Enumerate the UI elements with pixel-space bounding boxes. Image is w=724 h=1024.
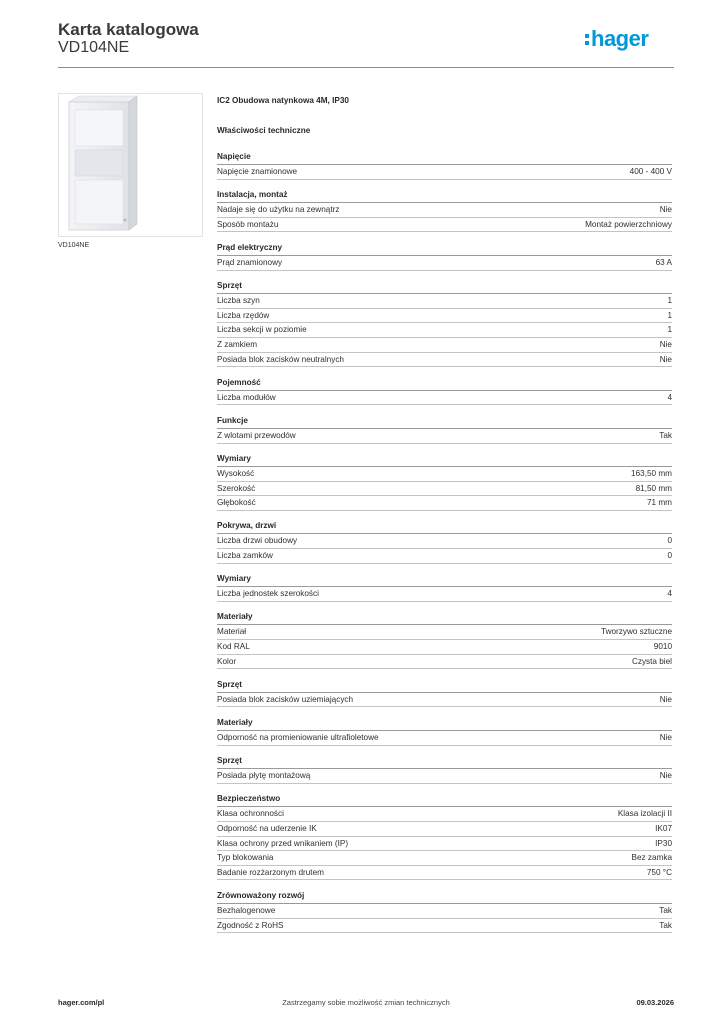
spec-value: 163,50 mm [631,469,672,479]
spec-value: Tak [659,430,672,440]
spec-row [217,625,672,640]
spec-row [217,904,672,919]
spec-row [217,837,672,852]
product-code: VD104NE [58,39,130,56]
spec-section [217,243,672,271]
spec-label: Liczba rzędów [217,310,270,320]
spec-label: Sposób montażu [217,219,279,229]
spec-value: 81,50 mm [635,483,672,493]
spec-row [217,866,672,881]
spec-label: Badanie rozżarzonym drutem [217,867,324,877]
section-title: Materiały [217,612,672,625]
spec-label: Liczba drzwi obudowy [217,536,298,546]
spec-value: Bez zamka [631,853,672,863]
product-image [58,93,203,237]
svg-text:hager: hager [591,26,649,51]
spec-label: Klasa ochronności [217,809,284,819]
spec-row [217,549,672,564]
spec-row [217,338,672,353]
document-title: Karta katalogowa [58,20,199,39]
spec-label: Zgodność z RoHS [217,920,284,930]
spec-sheet [217,96,672,944]
spec-row [217,467,672,482]
spec-row [217,482,672,497]
spec-label: Typ blokowania [217,853,274,863]
spec-value: IP30 [655,838,672,848]
spec-label: Nadaje się do użytku na zewnątrz [217,205,340,215]
spec-label: Bezhalogenowe [217,905,276,915]
spec-row [217,731,672,746]
spec-section [217,190,672,232]
spec-value: 1 [667,325,672,335]
spec-section [217,378,672,406]
spec-section [217,794,672,880]
image-caption: VD104NE [58,242,90,249]
spec-row [217,655,672,670]
spec-section [217,612,672,669]
spec-value: Tak [659,920,672,930]
section-title: Sprzęt [217,680,672,693]
section-title: Pokrywa, drzwi [217,521,672,534]
spec-row [217,640,672,655]
spec-section [217,891,672,933]
spec-label: Z wlotami przewodów [217,430,296,440]
spec-label: Głębokość [217,498,256,508]
spec-value: 71 mm [646,498,672,508]
section-title: Materiały [217,718,672,731]
page-header [58,20,674,68]
spec-value: 0 [667,536,672,546]
spec-value: 0 [667,551,672,561]
spec-section [217,521,672,563]
spec-value: 63 A [655,257,672,267]
footer-date: 09.03.2026 [636,998,674,1007]
spec-section [217,756,672,784]
product-description: IC2 Obudowa natynkowa 4M, IP30 [217,96,349,105]
spec-label: Kolor [217,656,237,666]
section-title: Napięcie [217,152,672,165]
section-title: Funkcje [217,416,672,429]
spec-value: 4 [667,392,672,402]
spec-value: 1 [667,296,672,306]
spec-label: Napięcie znamionowe [217,167,298,176]
spec-row [217,203,672,218]
spec-section [217,281,672,367]
spec-value: Klasa izolacji II [617,809,672,819]
spec-value: 750 °C [646,867,672,877]
spec-label: Liczba jednostek szerokości [217,589,319,599]
spec-row [217,807,672,822]
spec-value: 4 [667,589,672,599]
spec-value: Nie [659,205,672,215]
spec-label: Odporność na uderzenie IK [217,823,317,833]
spec-value: Tak [659,905,672,915]
section-title: Instalacja, montaż [217,190,672,203]
spec-value: Nie [659,339,672,349]
spec-row [217,919,672,934]
spec-section [217,718,672,746]
footer-website: hager.com/pl [58,998,105,1007]
spec-label: Posiada blok zacisków uziemiających [217,694,354,704]
technical-properties-heading: Właściwości techniczne [217,126,311,135]
header-divider [58,67,674,68]
spec-label: Liczba modułów [217,392,276,402]
spec-value: Czysta biel [631,656,672,666]
spec-value: Nie [659,733,672,742]
spec-label: Liczba szyn [217,296,260,306]
spec-row [217,218,672,233]
spec-value: Tworzywo sztuczne [601,627,672,637]
spec-row [217,294,672,309]
spec-value: Nie [659,354,672,364]
spec-row [217,429,672,444]
spec-label: Posiada płytę montażową [217,771,311,781]
spec-value: Montaż powierzchniowy [585,219,672,229]
spec-row [217,851,672,866]
section-title: Prąd elektryczny [217,243,672,256]
spec-row [217,534,672,549]
spec-value: IK07 [655,823,672,833]
section-title: Sprzęt [217,281,672,294]
spec-label: Klasa ochrony przed wnikaniem (IP) [217,838,349,848]
footer-note: Zastrzegamy sobie możliwość zmian technicznych [282,998,450,1007]
spec-value: 1 [667,310,672,320]
spec-label: Z zamkiem [217,339,258,349]
spec-section [217,574,672,602]
spec-label: Odporność na promieniowanie ultrafioletowe [217,733,379,742]
spec-sections [217,152,672,933]
section-title: Bezpieczeństwo [217,794,672,807]
spec-label: Liczba zamków [217,551,273,561]
spec-section [217,416,672,444]
spec-label: Wysokość [217,469,255,479]
section-title: Zrównoważony rozwój [217,891,672,904]
spec-label: Szerokość [217,483,256,493]
spec-row [217,256,672,271]
spec-label: Liczba sekcji w poziomie [217,325,307,335]
section-title: Wymiary [217,454,672,467]
spec-row [217,165,672,180]
section-title: Wymiary [217,574,672,587]
spec-value: 400 - 400 V [629,167,672,176]
spec-row [217,309,672,324]
spec-section [217,152,672,180]
section-title: Sprzęt [217,756,672,769]
spec-value: 9010 [653,642,672,652]
spec-row [217,391,672,406]
section-title: Pojemność [217,378,672,391]
spec-section [217,454,672,511]
spec-label: Materiał [217,627,247,637]
spec-row [217,822,672,837]
spec-row [217,587,672,602]
spec-row [217,353,672,368]
spec-label: Posiada blok zacisków neutralnych [217,354,344,364]
spec-row [217,496,672,511]
spec-value: Nie [659,771,672,781]
spec-row [217,693,672,708]
spec-label: Kod RAL [217,642,250,652]
spec-label: Prąd znamionowy [217,257,283,267]
spec-row [217,769,672,784]
spec-section [217,680,672,708]
spec-row [217,323,672,338]
hager-logo [584,24,672,54]
spec-value: Nie [659,694,672,704]
